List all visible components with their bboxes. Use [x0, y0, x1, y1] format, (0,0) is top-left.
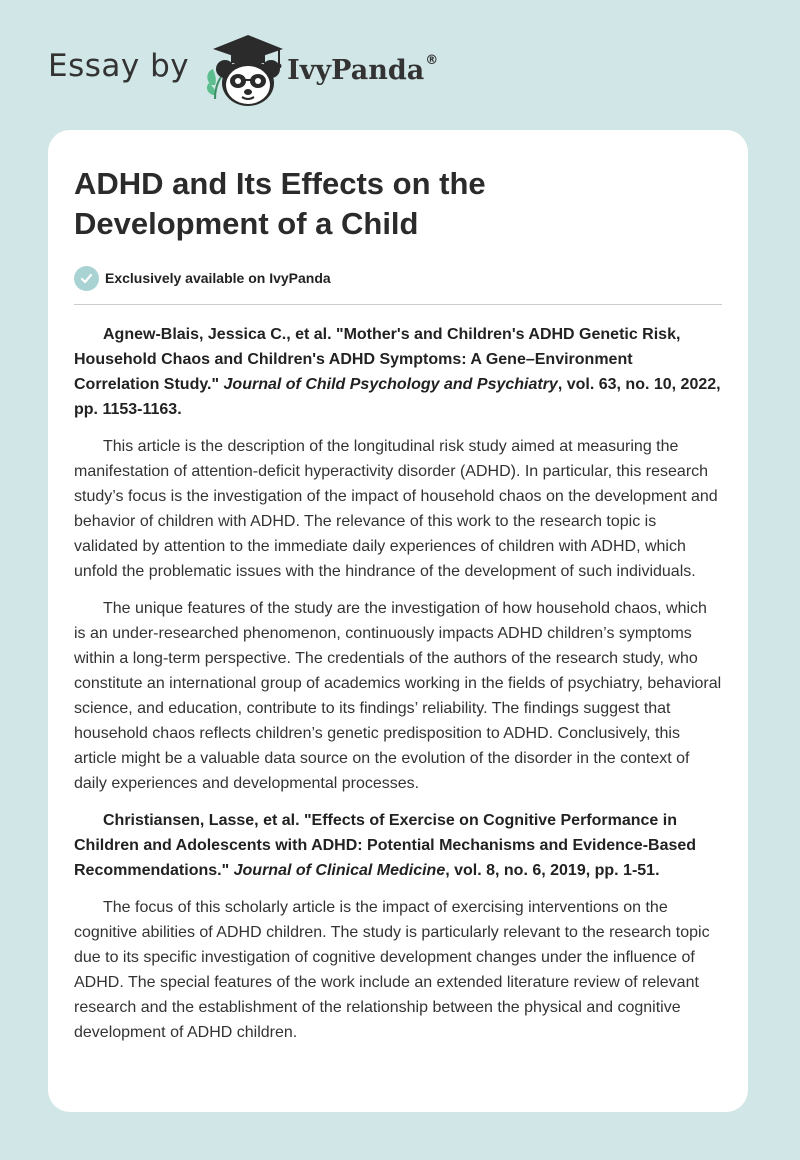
citation-text: Agnew-Blais, Jessica C., et al. "Mother's and Children's ADHD Genetic Risk, Household Chaos and Children's ADHD Symptoms: A Gene–Environment Correlation Study." [74, 326, 681, 393]
body-paragraph: The unique features of the study are the investigation of how household chaos, which is an under-researched phenomenon, continuously impacts ADHD children’s symptoms within a long-term perspective. The credentials of the authors of the research study, who constitute an international group of academics working in the fields of psychiatry, behavioral science, and education, contribute to its findings’ reliability. The findings suggest that household chaos reflects children’s genetic predisposition to ADHD. Conclusively, this article might be a valuable data source on the evolution of the disorder in the context of daily experiences and developmental processes. [74, 600, 722, 792]
citation-details: , vol. 63, no. 10, 2022, pp. 1153-1163. [74, 376, 721, 418]
essay-title: ADHD and Its Effects on the Development of a Child [74, 166, 486, 241]
citation [74, 322, 722, 422]
divider [74, 304, 722, 305]
citation [74, 808, 722, 883]
essay-card [48, 130, 748, 1112]
site-header [48, 30, 438, 110]
citation-journal: Journal of Clinical Medicine [233, 862, 446, 879]
exclusive-badge-label: Exclusively available on IvyPanda [105, 270, 331, 286]
check-circle-icon [74, 266, 99, 291]
exclusive-badge [74, 264, 722, 292]
body-paragraph: The focus of this scholarly article is the impact of exercising interventions on the cognitive abilities of ADHD children. The study is particularly relevant to the research topic due to its specific investigation of cognitive development changes under the influence of ADHD. The special features of the work include an extended literature review of relevant research and the establishment of the relationship between the physical and cognitive development of ADHD children. [74, 899, 710, 1041]
registered-mark: ® [425, 52, 439, 68]
citation-journal: Journal of Child Psychology and Psychiatry [223, 376, 558, 393]
body-paragraph: This article is the description of the longitudinal risk study aimed at measuring the manifestation of attention-deficit hyperactivity disorder (ADHD). In particular, this research study’s focus is the investigation of the impact of household chaos on the development and behavior of children with ADHD. The relevance of this work to the research topic is validated by attention to the immediate daily experiences of children with ADHD, which unfold the problematic issues with the hindrance of the development of such individuals. [74, 438, 718, 580]
brand-name-text: IvyPanda [287, 54, 425, 86]
brand-name[interactable] [287, 52, 439, 86]
citation-text: Christiansen, Lasse, et al. "Effects of Exercise on Cognitive Performance in Children and Adolescents with ADHD: Potential Mechanisms and Evidence-Based Recommendations." [74, 812, 697, 879]
ivypanda-logo-icon[interactable] [201, 29, 293, 111]
essay-by-label: Essay by [48, 48, 190, 84]
citation-details: , vol. 8, no. 6, 2019, pp. 1-51. [445, 862, 660, 879]
